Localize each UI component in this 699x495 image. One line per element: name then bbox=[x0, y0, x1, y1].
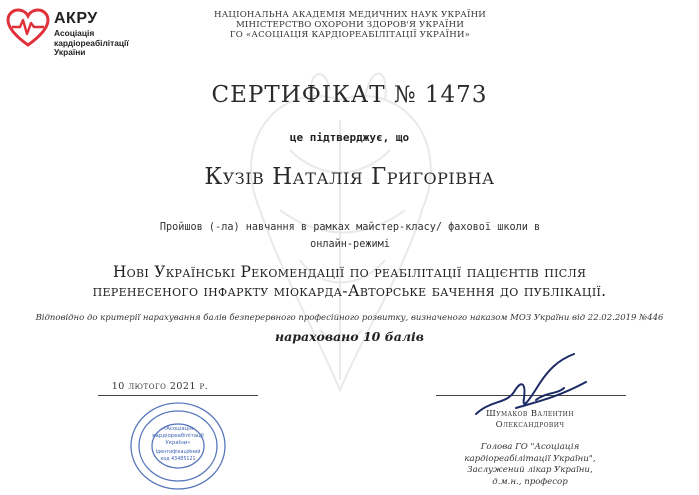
position-line: д.м.н., професор bbox=[492, 476, 568, 487]
date-divider bbox=[98, 395, 258, 396]
heart-pulse-icon bbox=[6, 8, 50, 48]
signer-line: Шумаков Валентин bbox=[486, 409, 574, 419]
certificate-title: СЕРТИФІКАТ № 1473 bbox=[211, 82, 488, 108]
stamp-line: України» bbox=[165, 440, 191, 446]
issuer-header bbox=[190, 10, 510, 40]
stamp-line: кардіореабілітації bbox=[152, 433, 204, 439]
course-line: перенесеного інфаркту міокарда-Авторське бачення до публікації. bbox=[92, 282, 607, 300]
association-stamp bbox=[128, 400, 228, 492]
training-line: Пройшов (-ла) навчання в рамках майстер-класу/ фахової школи в bbox=[159, 222, 541, 233]
confirms-text: це підтверджує, що bbox=[289, 131, 410, 144]
logo-subtitle-line: Асоціація bbox=[54, 28, 95, 38]
course-title bbox=[20, 263, 679, 301]
training-description bbox=[140, 219, 560, 253]
stamp-line: код 43485121 bbox=[160, 457, 196, 462]
logo-subtitle-line: України bbox=[54, 47, 86, 58]
association-logo bbox=[6, 6, 129, 66]
signer-line: Олександрович bbox=[495, 420, 565, 430]
course-line: Нові Українські Рекомендації по реабілітації пацієнтів після bbox=[112, 263, 587, 281]
stamp-line: Ідентифікаційний bbox=[155, 450, 201, 455]
logo-subtitle-line: кардіореабілітації bbox=[54, 37, 129, 48]
criteria-text: Відповідно до критерії нарахування балів безперервного професійного розвитку, визначеного наказом МОЗ України від 22.02.2019 №446 bbox=[35, 313, 664, 323]
signer-position bbox=[420, 442, 640, 488]
position-line: кардіореабілітації України", bbox=[464, 453, 596, 464]
header-line: МІНІСТЕРСТВО ОХОРОНИ ЗДОРОВ'Я УКРАЇНИ bbox=[235, 20, 465, 30]
recipient-name: Кузів Наталія Григорівна bbox=[204, 164, 495, 190]
header-line: НАЦІОНАЛЬНА АКАДЕМІЯ МЕДИЧНИХ НАУК УКРАЇНИ bbox=[214, 10, 486, 20]
issue-date: 10 лютого 2021 р. bbox=[111, 381, 209, 392]
stamp-line: «Асоціація bbox=[162, 426, 194, 432]
points-awarded: нараховано 10 балів bbox=[275, 329, 424, 344]
position-line: Заслужений лікар України, bbox=[467, 465, 593, 475]
logo-title: АКРУ bbox=[54, 10, 98, 27]
logo-subtitle bbox=[54, 29, 134, 58]
header-line: ГО «АСОЦІАЦІЯ КАРДІОРЕАБІЛІТАЦІЇ УКРАЇНИ» bbox=[229, 30, 471, 40]
signer-name bbox=[420, 409, 640, 431]
position-line: Голова ГО "Асоціація bbox=[480, 442, 580, 452]
training-line: онлайн-режимі bbox=[310, 239, 390, 250]
